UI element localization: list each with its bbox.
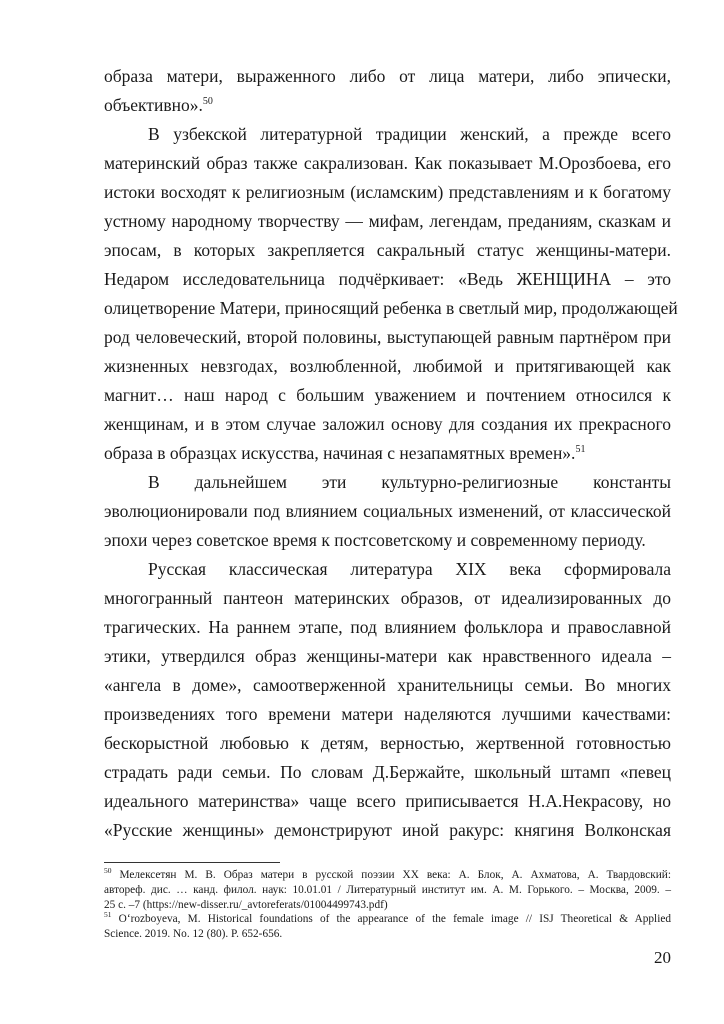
footnote-text: O‘rozboyeva, M. Historical foundations of the appearance of the female image // ISJ Theoretical & Applied [111, 913, 671, 926]
text-line [104, 294, 678, 323]
page-number: 20 [654, 948, 671, 967]
text-line-content: объективно». [104, 95, 203, 115]
text-line [104, 352, 671, 381]
text-line-content: этики, утвердился образ женщины-матери как нравственного идеала – [104, 646, 671, 666]
text-line-content: Русская классическая литература XIX века сформировала [148, 559, 671, 579]
text-line-content: материнский образ также сакрализован. Как показывает М.Орозбоева, его [104, 153, 671, 173]
footnote-reference[interactable]: 51 [575, 444, 586, 456]
text-line-content: «ангела в доме», самоотверженной хранительницы семьи. Во многих [104, 675, 671, 695]
text-line-content: эпосам, в которых закрепляется сакральный статус женщины-матери. [104, 240, 671, 260]
text-line [104, 468, 671, 497]
text-line-content: В узбекской литературной традиции женский, а прежде всего [148, 124, 671, 144]
footnotes [104, 868, 671, 942]
footnote-text: Science. 2019. No. 12 (80). P. 652-656. [104, 928, 283, 941]
text-line-content: истоки восходят к религиозным (исламским) представлениям и к богатому [104, 182, 671, 202]
text-line [104, 642, 671, 671]
text-line [104, 91, 671, 120]
body-text [104, 62, 678, 845]
text-line [104, 671, 671, 700]
text-line-content: В дальнейшем эти культурно-религиозные константы [148, 472, 671, 492]
text-line [104, 120, 671, 149]
text-line [104, 816, 671, 845]
text-line-content: олицетворение Матери, приносящий ребенка в светлый мир, продолжающей [104, 298, 678, 318]
text-line-content: произведениях того времени матери наделяются лучшими качествами: [104, 704, 671, 724]
footnote-line [104, 883, 671, 898]
text-line-content: бескорыстной любовью к детям, верностью, жертвенной готовностью [104, 733, 671, 753]
text-line-content: магнит… наш народ с большим уважением и почтением относился к [104, 385, 671, 405]
text-line [104, 439, 671, 468]
text-line [104, 584, 671, 613]
text-line [104, 207, 671, 236]
footnote-number: 51 [104, 910, 112, 920]
text-line-content: образа в образцах искусства, начиная с незапамятных времен». [104, 443, 576, 463]
footnote-line [104, 912, 671, 927]
footnote-line [104, 898, 671, 913]
text-line-content: Недаром исследовательница подчёркивает: «Ведь ЖЕНЩИНА – это [104, 269, 671, 289]
text-line-content: эпохи через советское время к постсоветскому и современному периоду. [104, 530, 646, 550]
text-line [104, 700, 671, 729]
text-line-content: многогранный пантеон материнских образов, от идеализированных до [104, 588, 671, 608]
footnote-text: автореф. дис. … канд. филол. наук: 10.01.01 / Литературный институт им. А. М. Горького. – Москва, 2009. – [104, 883, 671, 896]
text-line [104, 729, 671, 758]
text-line [104, 613, 671, 642]
footnote-line [104, 927, 671, 942]
text-line [104, 526, 671, 555]
text-line [104, 236, 671, 265]
text-line [104, 381, 671, 410]
text-line-content: образа матери, выраженного либо от лица матери, либо эпически, [104, 66, 671, 86]
text-line [104, 62, 671, 91]
text-line-content: устному народному творчеству — мифам, легендам, преданиям, сказкам и [104, 211, 671, 231]
text-line-content: «Русские женщины» демонстрируют иной ракурс: княгиня Волконская [104, 820, 671, 840]
text-line [104, 178, 671, 207]
footnote-text: 25 с. –7 (https://new-disser.ru/_avtoreferats/01004499743.pdf) [104, 898, 388, 911]
text-line [104, 410, 671, 439]
text-line [104, 497, 671, 526]
footnote-separator [104, 862, 280, 863]
text-line-content: страдать ради семьи. По словам Д.Бержайте, школьный штамп «певец [104, 762, 671, 782]
footnote-text: Мелексетян М. В. Образ матери в русской поэзии XX века: А. Блок, А. Ахматова, А. Твардовский: [111, 869, 671, 881]
text-line [104, 787, 671, 816]
text-line-content: жизненных невзгодах, возлюбленной, любимой и притягивающей как [104, 356, 671, 376]
text-line [104, 265, 671, 294]
footnote-line [104, 868, 671, 883]
footnote-number: 50 [104, 866, 112, 876]
footnote-reference[interactable]: 50 [202, 96, 213, 108]
text-line [104, 758, 671, 787]
text-line [104, 149, 671, 178]
text-line-content: трагических. На раннем этапе, под влиянием фольклора и православной [104, 617, 671, 637]
text-line-content: идеального материнства» чаще всего приписывается Н.А.Некрасову, но [104, 791, 671, 811]
text-line [104, 323, 671, 352]
text-line-content: род человеческий, второй половины, выступающей равным партнёром при [104, 327, 671, 347]
text-line-content: эволюционировали под влиянием социальных изменений, от классической [104, 501, 671, 521]
text-line-content: женщинам, и в этом случае заложил основу для создания их прекрасного [104, 414, 671, 434]
text-line [104, 555, 671, 584]
